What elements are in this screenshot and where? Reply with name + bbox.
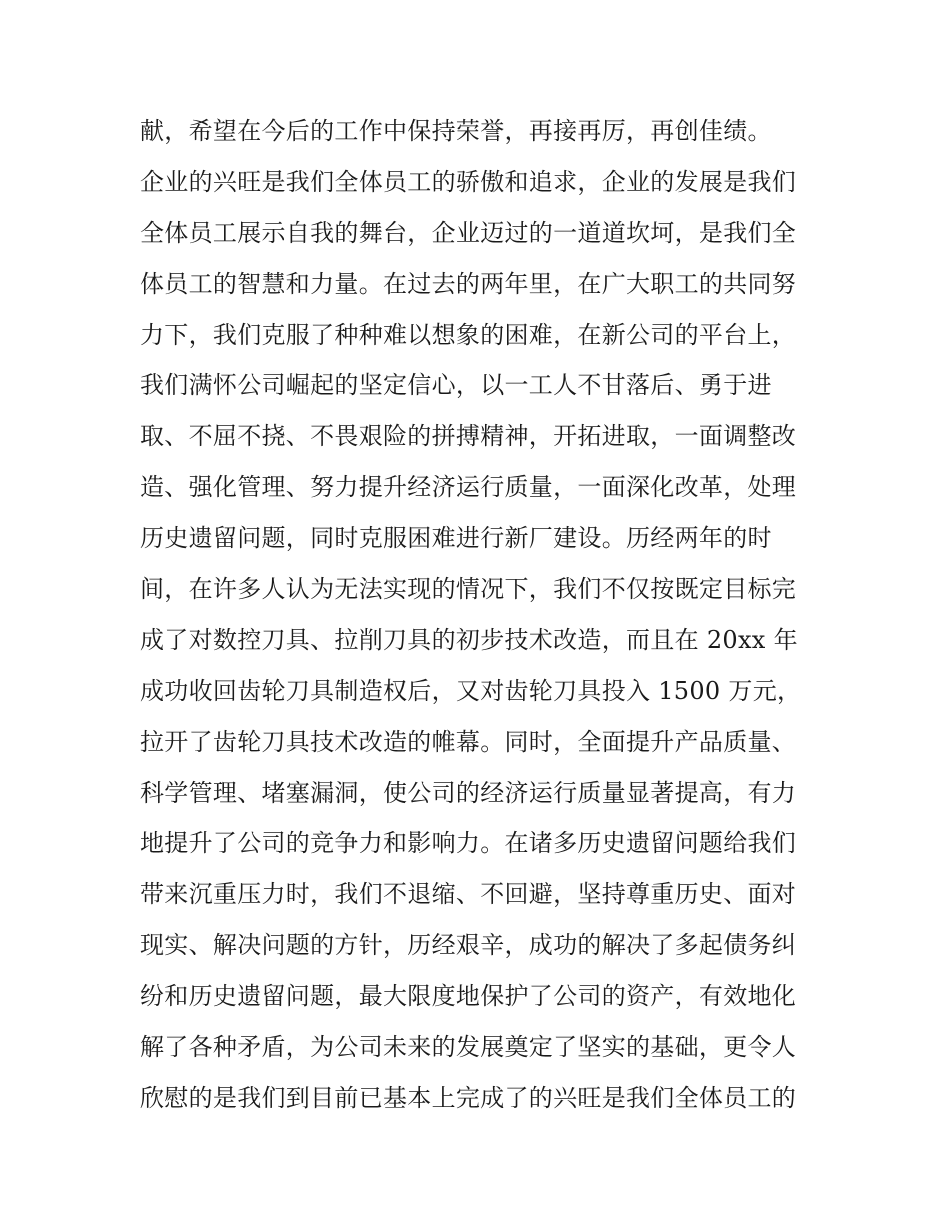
text-line: 我们满怀公司崛起的坚定信心，以一工人不甘落后、勇于进 — [140, 371, 772, 400]
body-text — [140, 106, 830, 1124]
text-line: 欣慰的是我们到目前已基本上完成了的兴旺是我们全体员工的 — [140, 1083, 797, 1112]
text-line: 拉开了齿轮刀具技术改造的帷幕。同时，全面提升产品质量、 — [140, 727, 797, 756]
text-line: 全体员工展示自我的舞台，企业迈过的一道道坎坷，是我们全 — [140, 218, 797, 247]
text-line: 造、强化管理、努力提升经济运行质量，一面深化改革，处理 — [140, 473, 797, 502]
text-line: 纷和历史遗留问题，最大限度地保护了公司的资产，有效地化 — [140, 982, 797, 1011]
text-line: 献，希望在今后的工作中保持荣誉，再接再厉，再创佳绩。 — [140, 117, 772, 145]
text-line: 间，在许多人认为无法实现的情况下，我们不仅按既定目标完 — [140, 575, 797, 604]
text-line: 地提升了公司的竞争力和影响力。在诸多历史遗留问题给我们 — [140, 829, 797, 858]
text-line: 力下，我们克服了种种难以想象的困难，在新公司的平台上， — [140, 320, 797, 349]
text-line: 成了对数控刀具、拉削刀具的初步技术改造，而且在 20xx 年 — [140, 625, 798, 654]
text-line: 带来沉重压力时，我们不退缩、不回避，坚持尊重历史、面对 — [140, 880, 797, 909]
text-line: 成功收回齿轮刀具制造权后，又对齿轮刀具投入 1500 万元， — [140, 676, 802, 705]
text-line: 企业的兴旺是我们全体员工的骄傲和追求，企业的发展是我们 — [140, 167, 797, 196]
text-line: 体员工的智慧和力量。在过去的两年里，在广大职工的共同努 — [140, 269, 797, 298]
text-line: 取、不屈不挠、不畏艰险的拼搏精神，开拓进取，一面调整改 — [140, 422, 797, 451]
text-line: 现实、解决问题的方针，历经艰辛，成功的解决了多起债务纠 — [140, 931, 797, 960]
text-line: 历史遗留问题，同时克服困难进行新厂建设。历经两年的时 — [140, 524, 772, 553]
text-line: 解了各种矛盾，为公司未来的发展奠定了坚实的基础，更令人 — [140, 1033, 797, 1062]
text-line: 科学管理、堵塞漏洞，使公司的经济运行质量显著提高，有力 — [140, 778, 797, 807]
